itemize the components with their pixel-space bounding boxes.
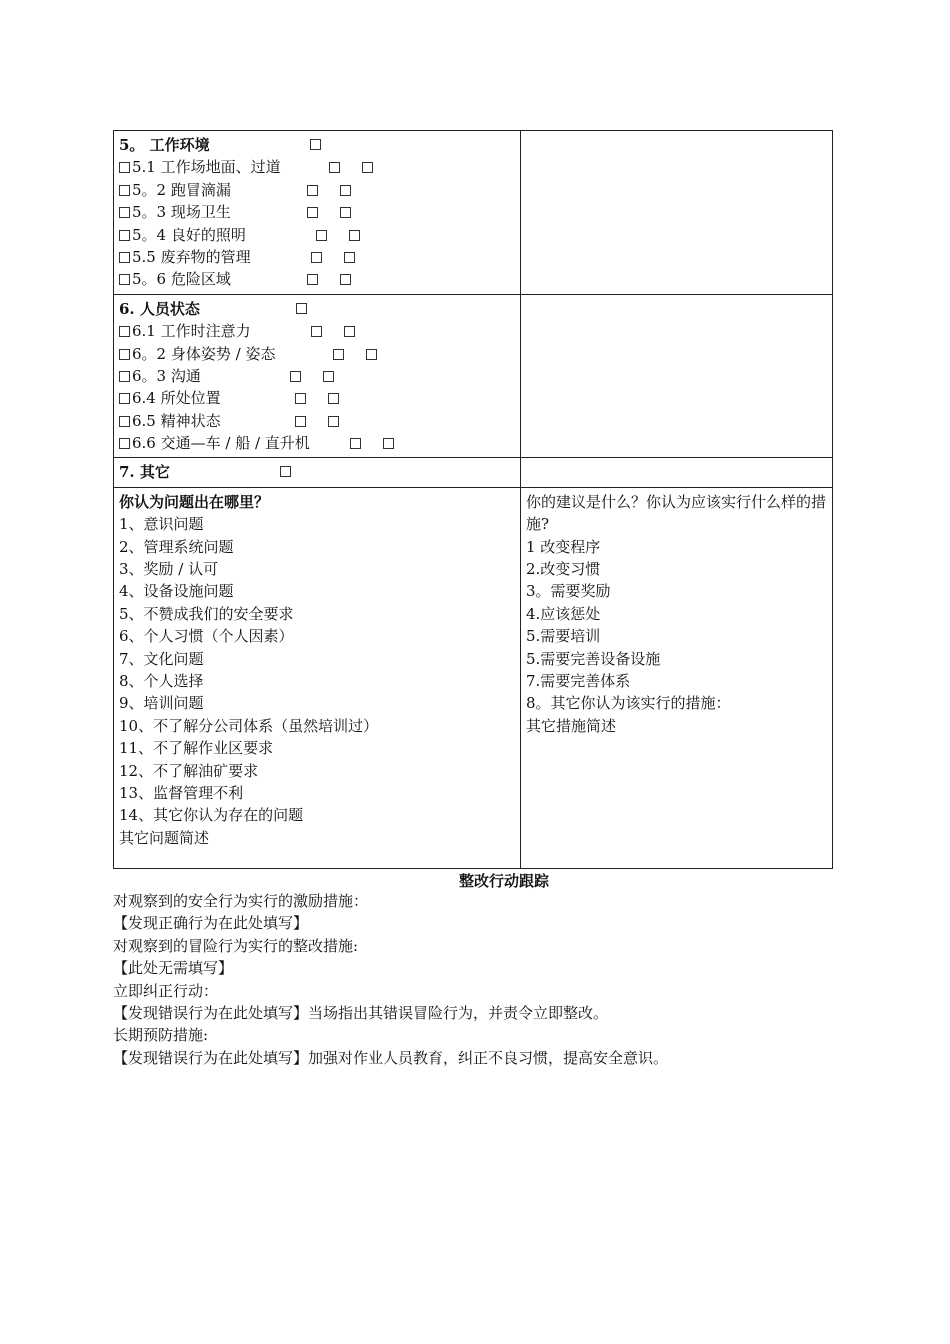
tracking-line[interactable]: 【发现错误行为在此处填写】当场指出其错误冒险行为，并责令立即整改。 bbox=[113, 1003, 609, 1022]
checkbox-5-3[interactable] bbox=[119, 207, 130, 218]
section-5-cell bbox=[114, 131, 521, 295]
item-6-2-label: 6。2 身体姿势 / 姿态 bbox=[132, 344, 276, 363]
checkbox-6-1[interactable] bbox=[119, 326, 130, 337]
problem-item: 6、个人习惯（个人因素） bbox=[119, 627, 294, 646]
checkbox-5-5-risk[interactable] bbox=[344, 252, 355, 263]
checkbox-5-6[interactable] bbox=[119, 274, 130, 285]
suggestion-item: 2.改变习惯 bbox=[526, 560, 601, 579]
problem-item: 11、不了解作业区要求 bbox=[119, 739, 274, 758]
problem-item: 4、设备设施问题 bbox=[119, 582, 234, 601]
item-6-5-label: 6.5 精神状态 bbox=[132, 411, 221, 430]
item-6-3-label: 6。3 沟通 bbox=[132, 366, 201, 385]
problems-cell bbox=[114, 487, 521, 868]
item-6-6-label: 6.6 交通—车 / 船 / 直升机 bbox=[132, 434, 310, 453]
checkbox-5-4[interactable] bbox=[119, 230, 130, 241]
checkbox-6-2-risk[interactable] bbox=[366, 349, 377, 360]
checkbox-5-2-safe[interactable] bbox=[307, 185, 318, 196]
problem-item: 1、意识问题 bbox=[119, 515, 204, 534]
checkbox-6-2-safe[interactable] bbox=[333, 349, 344, 360]
suggestion-item: 7.需要完善体系 bbox=[526, 672, 631, 691]
suggestion-item: 5.需要完善设备设施 bbox=[526, 649, 661, 668]
section-7-cell bbox=[114, 458, 521, 487]
suggestions-cell bbox=[521, 487, 833, 868]
checkbox-5-4-safe[interactable] bbox=[316, 230, 327, 241]
checkbox-6-4[interactable] bbox=[119, 393, 130, 404]
item-5-2-label: 5。2 跑冒滴漏 bbox=[132, 180, 231, 199]
suggestion-item: 3。需要奖励 bbox=[526, 582, 611, 601]
checkbox-5-3-risk[interactable] bbox=[340, 207, 351, 218]
tracking-line: 对观察到的冒险行为实行的整改措施: bbox=[113, 936, 359, 955]
problem-item: 10、不了解分公司体系（虽然培训过） bbox=[119, 716, 379, 735]
checkbox-6-5[interactable] bbox=[119, 416, 130, 427]
checkbox-5-1[interactable] bbox=[119, 162, 130, 173]
item-5-5-label: 5.5 废弃物的管理 bbox=[132, 247, 251, 266]
section-6-title: 6. 人员状态 bbox=[119, 299, 200, 318]
item-5-1-label: 5.1 工作场地面、过道 bbox=[132, 158, 281, 177]
checkbox-6-6-safe[interactable] bbox=[350, 438, 361, 449]
checkbox-6-2[interactable] bbox=[119, 349, 130, 360]
suggestion-item: 4.应该惩处 bbox=[526, 604, 601, 623]
suggestion-item: 5.需要培训 bbox=[526, 627, 601, 646]
suggestions-title: 你的建议是什么？你认为应该实行什么样的措施? bbox=[526, 492, 827, 534]
problem-item: 8、个人选择 bbox=[119, 671, 204, 690]
section-6-notes-cell[interactable] bbox=[521, 294, 833, 458]
tracking-line: 对观察到的安全行为实行的激励措施： bbox=[113, 892, 369, 910]
tracking-line: 立即纠正行动： bbox=[113, 981, 219, 1000]
checkbox-5-1-safe[interactable] bbox=[329, 162, 340, 173]
checkbox-5-4-risk[interactable] bbox=[349, 230, 360, 241]
section-7-title: 7. 其它 bbox=[119, 463, 170, 482]
checkbox-6-4-safe[interactable] bbox=[295, 393, 306, 404]
checkbox-6-1-risk[interactable] bbox=[344, 326, 355, 337]
checkbox-6-3-safe[interactable] bbox=[290, 371, 301, 382]
checkbox-5-2[interactable] bbox=[119, 185, 130, 196]
checkbox-6-5-safe[interactable] bbox=[295, 416, 306, 427]
checkbox-5-5[interactable] bbox=[119, 252, 130, 263]
checkbox-5-1-risk[interactable] bbox=[362, 162, 373, 173]
section-5-checkbox[interactable] bbox=[310, 139, 321, 150]
tracking-line[interactable]: 【发现错误行为在此处填写】加强对作业人员教育，纠正不良习惯，提高安全意识。 bbox=[113, 1048, 669, 1067]
problem-item: 13、监督管理不利 bbox=[119, 783, 244, 802]
section-7-row bbox=[114, 458, 833, 487]
section-5-row bbox=[114, 131, 833, 295]
section-6-cell bbox=[114, 294, 521, 458]
item-6-1-label: 6.1 工作时注意力 bbox=[132, 322, 251, 341]
analysis-row bbox=[114, 487, 833, 868]
item-5-6-label: 5。6 危险区域 bbox=[132, 270, 231, 289]
observation-form-table bbox=[113, 130, 833, 869]
section-6-checkbox[interactable] bbox=[296, 303, 307, 314]
item-6-4-label: 6.4 所处位置 bbox=[132, 389, 221, 408]
problem-item: 7、文化问题 bbox=[119, 649, 204, 668]
problem-item: 3、奖励 / 认可 bbox=[119, 560, 219, 579]
section-5-notes-cell[interactable] bbox=[521, 131, 833, 295]
checkbox-6-6-risk[interactable] bbox=[383, 438, 394, 449]
item-5-3-label: 5。3 现场卫生 bbox=[132, 203, 231, 222]
problem-item: 9、培训问题 bbox=[119, 694, 204, 713]
checkbox-5-5-safe[interactable] bbox=[311, 252, 322, 263]
item-5-4-label: 5。4 良好的照明 bbox=[132, 225, 246, 244]
checkbox-6-4-risk[interactable] bbox=[328, 393, 339, 404]
problem-summary: 其它问题简述 bbox=[119, 828, 210, 847]
problem-item: 14、其它你认为存在的问题 bbox=[119, 806, 304, 825]
problem-item: 2、管理系统问题 bbox=[119, 537, 234, 556]
problems-title: 你认为问题出在哪里？ bbox=[119, 492, 270, 511]
tracking-line: 【此处无需填写】 bbox=[113, 959, 234, 978]
section-5-title: 5。 工作环境 bbox=[119, 136, 210, 154]
checkbox-5-6-safe[interactable] bbox=[307, 274, 318, 285]
tracking-line[interactable]: 【发现正确行为在此处填写】 bbox=[113, 914, 309, 933]
checkbox-6-5-risk[interactable] bbox=[328, 416, 339, 427]
section-7-notes-cell[interactable] bbox=[521, 458, 833, 487]
section-6-row bbox=[114, 294, 833, 458]
tracking-section bbox=[113, 890, 873, 1069]
section-7-checkbox[interactable] bbox=[280, 466, 291, 477]
suggestion-item: 1 改变程序 bbox=[526, 537, 601, 556]
checkbox-6-1-safe[interactable] bbox=[311, 326, 322, 337]
problem-item: 12、不了解油矿要求 bbox=[119, 761, 259, 780]
checkbox-6-3[interactable] bbox=[119, 371, 130, 382]
checkbox-5-3-safe[interactable] bbox=[307, 207, 318, 218]
tracking-line: 长期预防措施: bbox=[113, 1026, 209, 1045]
problem-item: 5、不赞成我们的安全要求 bbox=[119, 604, 294, 623]
suggestion-summary: 其它措施简述 bbox=[526, 716, 617, 735]
checkbox-5-2-risk[interactable] bbox=[340, 185, 351, 196]
checkbox-6-6[interactable] bbox=[119, 438, 130, 449]
tracking-title: 整改行动跟踪 bbox=[459, 872, 550, 890]
checkbox-5-6-risk[interactable] bbox=[340, 274, 351, 285]
suggestion-item: 8。其它你认为该实行的措施： bbox=[526, 694, 731, 713]
checkbox-6-3-risk[interactable] bbox=[323, 371, 334, 382]
